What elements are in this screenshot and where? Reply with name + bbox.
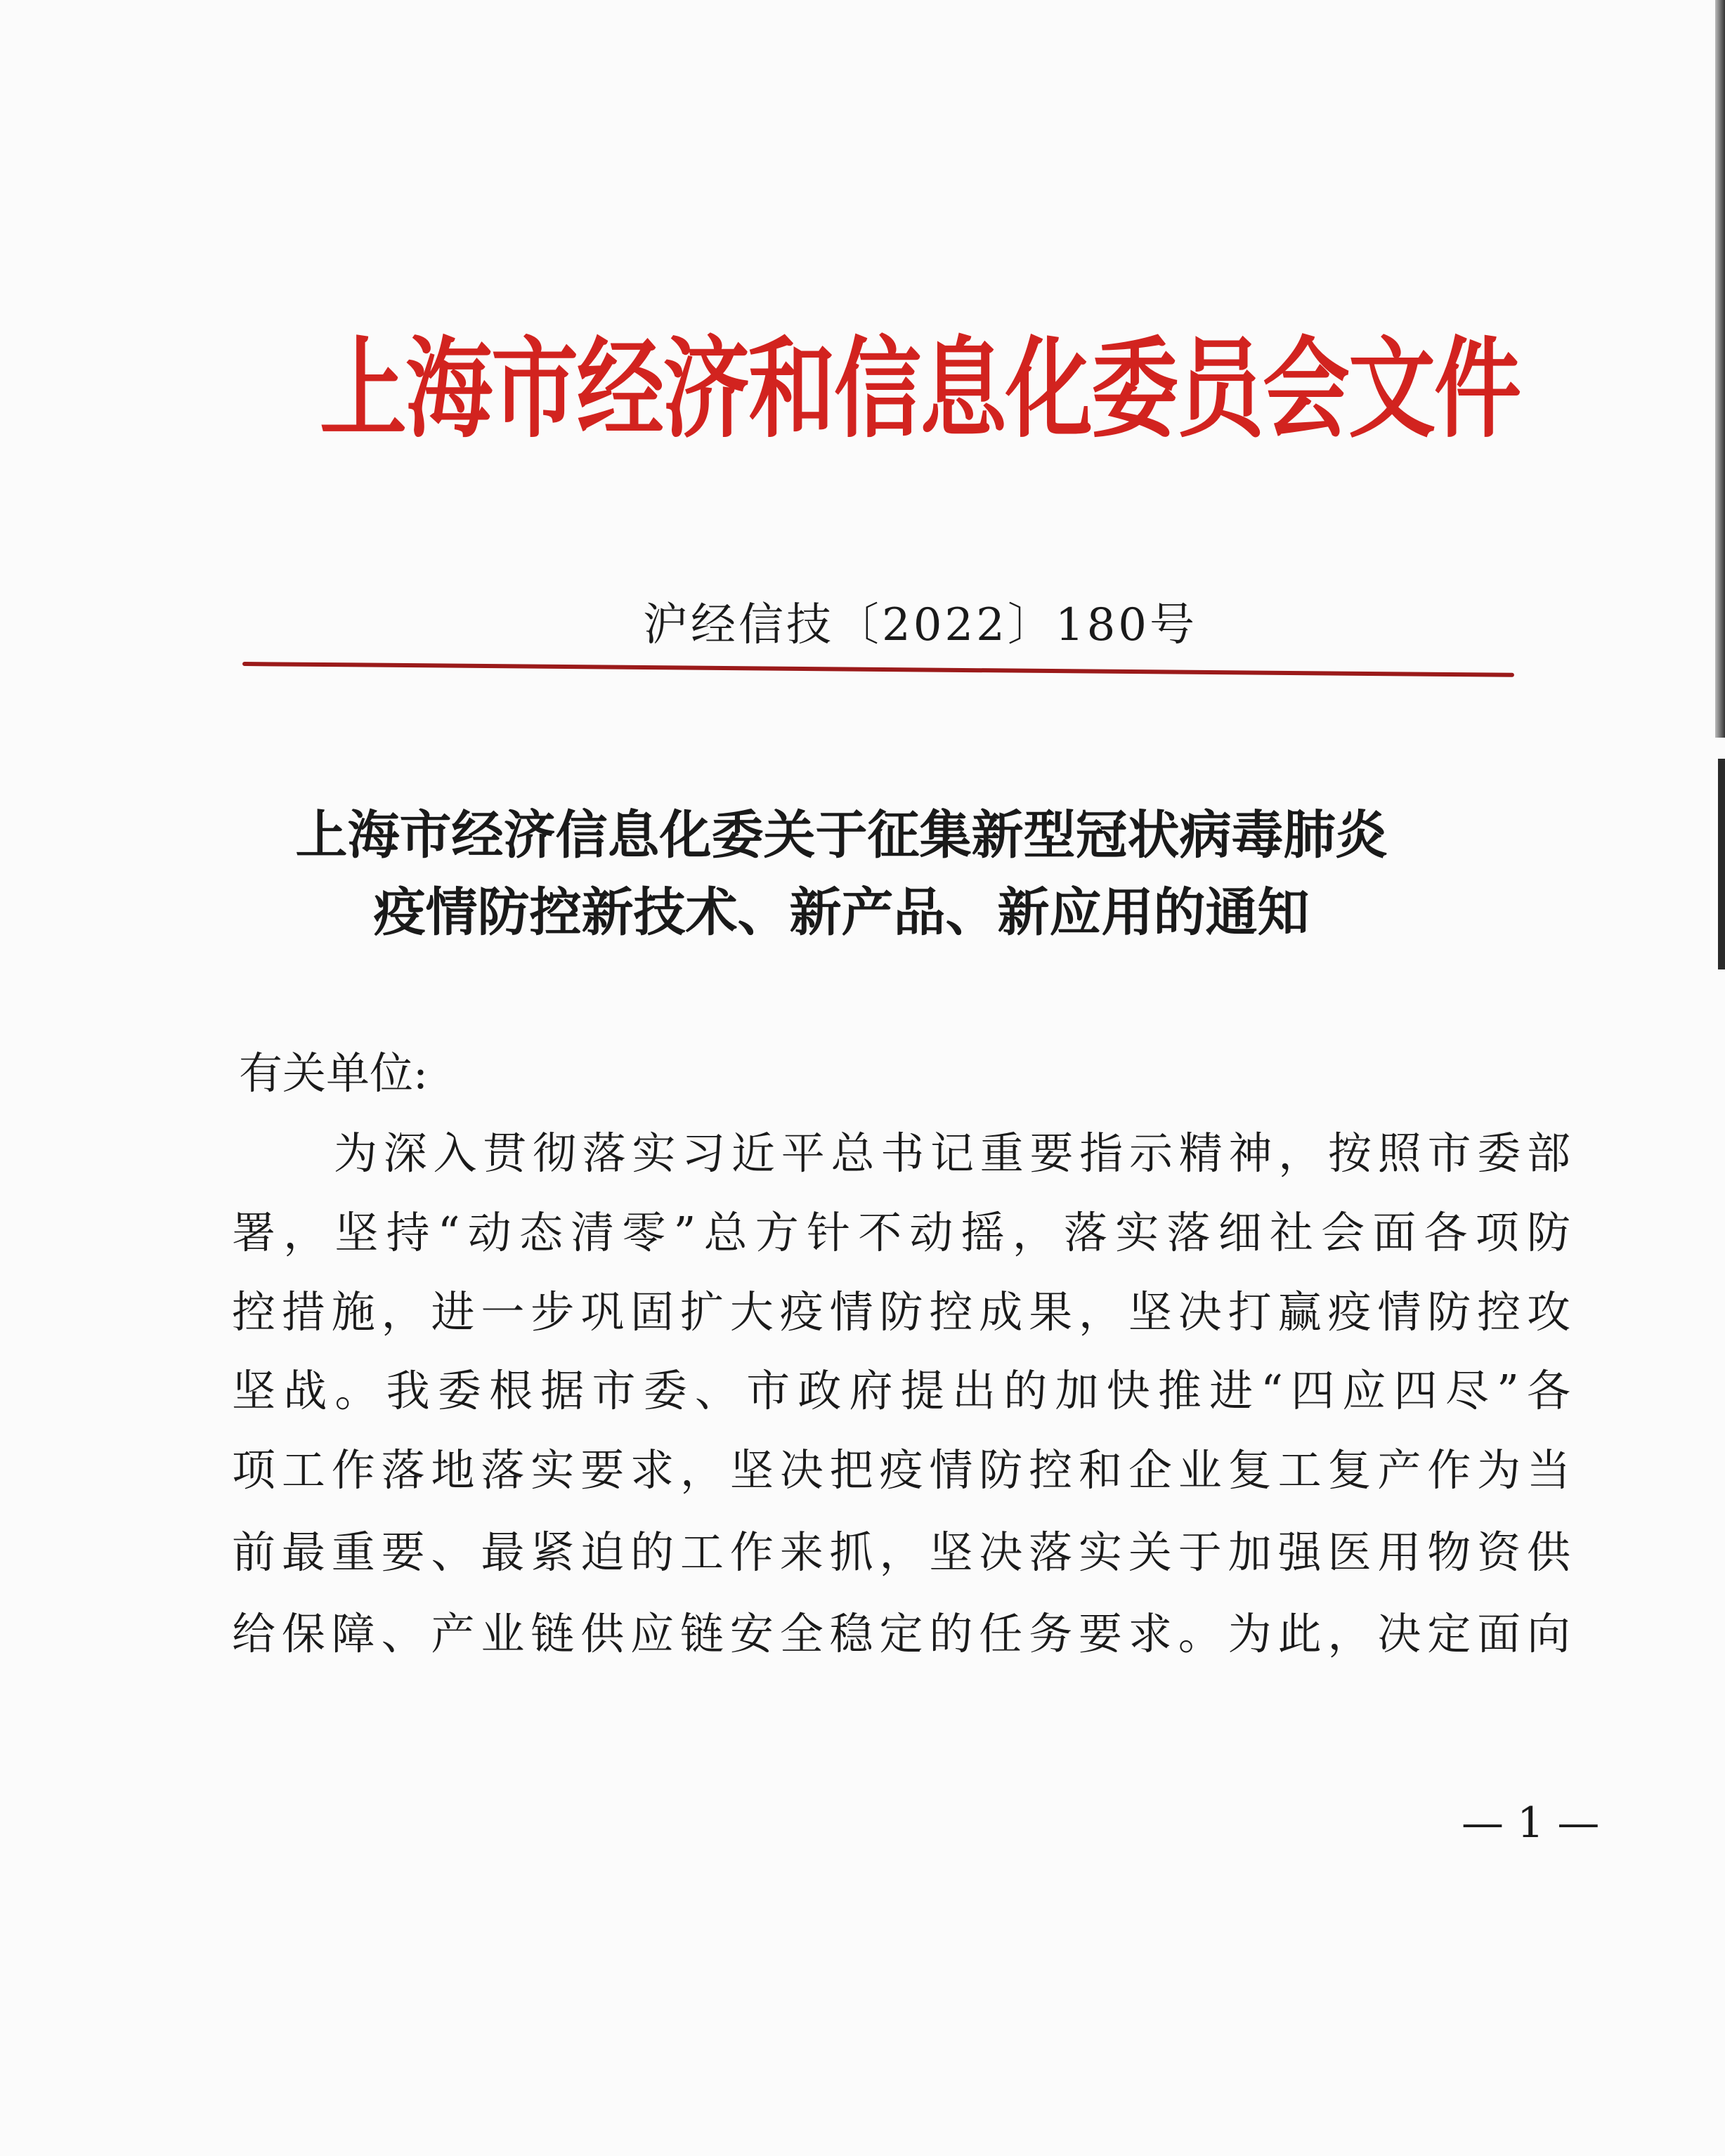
scan-edge-shadow <box>1718 759 1725 969</box>
salutation: 有关单位: <box>239 1047 428 1099</box>
scan-edge-shadow <box>1715 0 1725 738</box>
page-number: — 1 — <box>1462 1798 1600 1848</box>
body-line: 控措施，进一步巩固扩大疫情防控成果，坚决打赢疫情防控攻 <box>232 1286 1570 1338</box>
body-line: 为深入贯彻落实习近平总书记重要指示精神，按照市委部 <box>334 1128 1570 1179</box>
document-title-line-2: 疫情防控新技术、新产品、新应用的通知 <box>373 882 1310 943</box>
body-line: 项工作落地落实要求，坚决把疫情防控和企业复工复产作为当 <box>232 1444 1570 1496</box>
red-divider-rule <box>242 662 1514 677</box>
document-title-line-1: 上海市经济信息化委关于征集新型冠状病毒肺炎 <box>295 805 1388 865</box>
document-masthead: 上海市经济和信息化委员会文件 <box>320 325 1521 453</box>
body-line: 给保障、产业链供应链安全稳定的任务要求。为此，决定面向 <box>232 1608 1570 1659</box>
body-line: 署，坚持“动态清零”总方针不动摇，落实落细社会面各项防 <box>232 1207 1570 1258</box>
document-number: 沪经信技〔2022〕180号 <box>643 599 1198 651</box>
body-line: 前最重要、最紧迫的工作来抓，坚决落实关于加强医用物资供 <box>232 1527 1570 1578</box>
body-line: 坚战。我委根据市委、市政府提出的加快推进“四应四尽”各 <box>232 1365 1570 1416</box>
